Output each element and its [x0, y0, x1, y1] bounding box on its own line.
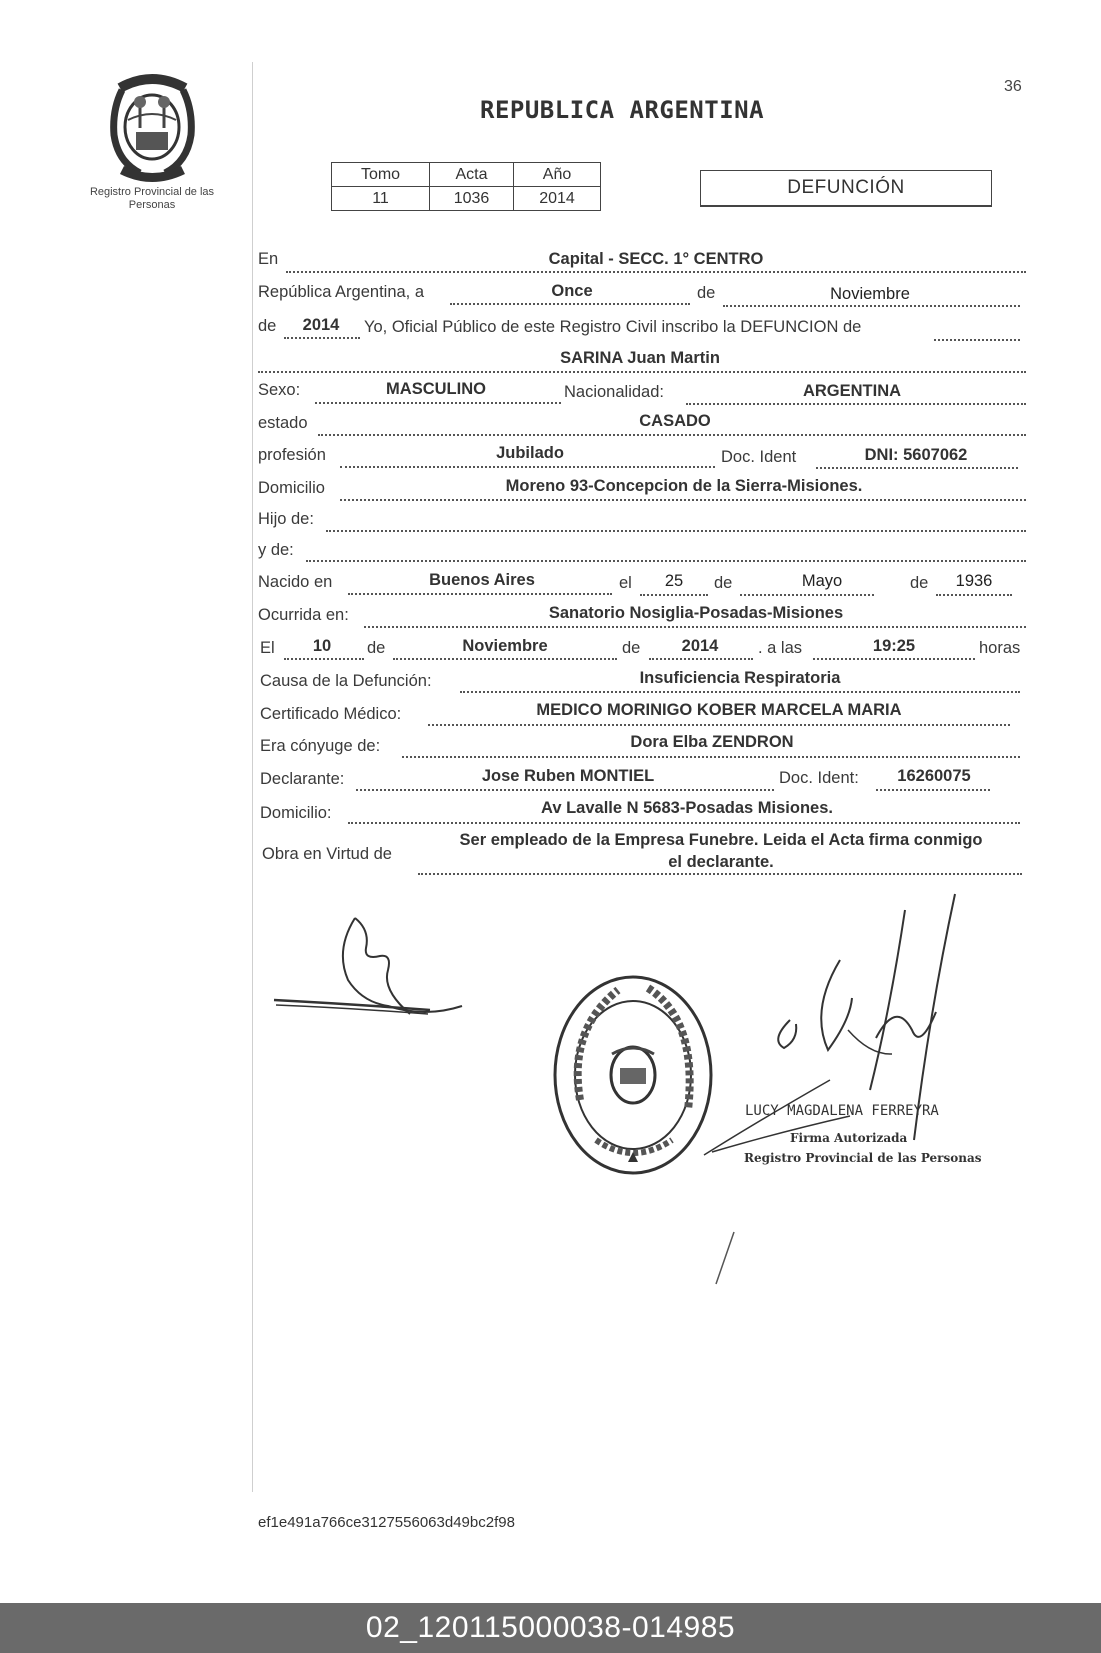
nacido-label: Nacido en	[258, 573, 333, 591]
dotted-line	[340, 499, 1026, 501]
el-label: el	[619, 574, 632, 592]
y-de-label: y de:	[258, 541, 294, 559]
dotted-line	[460, 691, 1020, 693]
dotted-line	[258, 371, 1026, 373]
doc-ident-label: Doc. Ident	[721, 448, 797, 466]
dotted-line	[934, 339, 1020, 341]
ano-header: Año	[514, 163, 601, 187]
pen-mark	[710, 1228, 740, 1288]
domicilio-label: Domicilio	[258, 479, 325, 497]
certificado-label: Certificado Médico:	[260, 705, 402, 723]
dotted-line	[813, 658, 975, 660]
dotted-line	[428, 724, 1010, 726]
causa-value: Insuficiencia Respiratoria	[639, 669, 841, 687]
birth-year: 1936	[955, 572, 993, 590]
dotted-line	[348, 593, 612, 595]
el-label: El	[260, 639, 275, 657]
document-hash: ef1e491a766ce3127556063d49bc2f98	[258, 1514, 515, 1531]
doc-ident-value: DNI: 5607062	[864, 446, 968, 464]
dotted-line	[640, 594, 708, 596]
dotted-line	[326, 530, 1026, 532]
dotted-line	[318, 434, 1026, 436]
document-type-box: DEFUNCIÓN	[700, 170, 992, 207]
dotted-line	[286, 271, 1026, 273]
dotted-line	[393, 658, 617, 660]
registry-label: Registro Provincial de las Personas	[89, 186, 215, 211]
dotted-line	[816, 467, 1018, 469]
ano-value: 2014	[514, 187, 601, 211]
dotted-line	[402, 756, 1020, 758]
signatory-name: LUCY MAGDALENA FERREYRA	[745, 1103, 939, 1119]
nacionalidad-label: Nacionalidad:	[564, 383, 664, 401]
declarant-signature	[270, 910, 470, 1030]
birth-month: Mayo	[801, 572, 843, 590]
year-value: 2014	[302, 316, 340, 334]
estado-value: CASADO	[639, 412, 711, 430]
obra-label: Obra en Virtud de	[262, 845, 392, 863]
ocurrida-value: Sanatorio Nosiglia-Posadas-Misiones	[548, 604, 844, 622]
dotted-line	[315, 402, 561, 404]
doc-ident-value: 16260075	[897, 767, 971, 785]
death-year: 2014	[681, 637, 719, 655]
margin-line	[252, 62, 253, 1492]
inscribo-text: Yo, Oficial Público de este Registro Civil inscribo la DEFUNCION de	[364, 318, 862, 336]
dotted-line	[356, 789, 774, 791]
declarante-domicilio-value: Av Lavalle N 5683-Posadas Misiones.	[541, 799, 833, 817]
domicilio-value: Moreno 93-Concepcion de la Sierra-Misiones.	[505, 477, 863, 495]
birth-place: Buenos Aires	[429, 571, 535, 589]
birth-day: 25	[664, 572, 684, 590]
de-label: de	[697, 284, 716, 302]
official-stamp	[548, 970, 718, 1180]
sexo-value: MASCULINO	[386, 380, 486, 398]
reference-table	[331, 162, 601, 211]
de-label: de	[714, 574, 733, 592]
declarante-label: Declarante:	[260, 770, 345, 788]
dotted-line	[284, 337, 360, 339]
sexo-label: Sexo:	[258, 381, 301, 399]
dotted-line	[340, 466, 715, 468]
profesion-label: profesión	[258, 446, 326, 464]
de-label: de	[622, 639, 641, 657]
de-label: de	[367, 639, 386, 657]
de-label: de	[258, 317, 277, 335]
dotted-line	[936, 594, 1012, 596]
dotted-line	[348, 822, 1020, 824]
deceased-name: SARINA Juan Martin	[560, 349, 720, 367]
en-label: En	[258, 250, 279, 268]
obra-value-line2: el declarante.	[668, 853, 774, 871]
conyuge-value: Dora Elba ZENDRON	[630, 733, 794, 751]
dotted-line	[450, 303, 690, 305]
republica-label: República Argentina, a	[258, 283, 425, 301]
doc-ident-label: Doc. Ident:	[779, 769, 859, 787]
page-number: 36	[1004, 78, 1022, 95]
signatory-org: Registro Provincial de las Personas	[744, 1151, 982, 1165]
conyuge-label: Era cónyuge de:	[260, 737, 381, 755]
document-title: REPUBLICA ARGENTINA	[480, 96, 765, 124]
de-label: de	[910, 574, 929, 592]
domicilio-label: Domicilio:	[260, 804, 332, 822]
a-las-label: . a las	[758, 639, 803, 657]
tomo-value: 11	[332, 187, 430, 211]
certificado-value: MEDICO MORINIGO KOBER MARCELA MARIA	[536, 701, 902, 719]
dotted-line	[284, 658, 364, 660]
tomo-header: Tomo	[332, 163, 430, 187]
dotted-line	[306, 560, 1026, 562]
dotted-line	[876, 789, 990, 791]
declarante-value: Jose Ruben MONTIEL	[481, 767, 655, 785]
official-signature	[700, 890, 980, 1190]
acta-header: Acta	[430, 163, 514, 187]
dotted-line	[649, 658, 753, 660]
horas-label: horas	[979, 639, 1021, 657]
ocurrida-label: Ocurrida en:	[258, 606, 349, 624]
estado-label: estado	[258, 414, 308, 432]
dotted-line	[364, 626, 1026, 628]
signatory-role: Firma Autorizada	[790, 1131, 908, 1145]
death-time: 19:25	[872, 637, 916, 655]
acta-value: 1036	[430, 187, 514, 211]
causa-label: Causa de la Defunción:	[260, 672, 432, 690]
month-text: Noviembre	[830, 285, 910, 303]
dotted-line	[418, 873, 1022, 875]
place-value: Capital - SECC. 1° CENTRO	[548, 250, 764, 268]
death-day: 10	[312, 637, 332, 655]
dotted-line	[686, 403, 1026, 405]
barcode-number: 02_120115000038-014985	[365, 1611, 736, 1644]
day-text: Once	[551, 282, 593, 300]
coat-of-arms-logo	[100, 70, 205, 185]
profesion-value: Jubilado	[496, 444, 564, 462]
dotted-line	[723, 305, 1020, 307]
obra-value-line1: Ser empleado de la Empresa Funebre. Leida el Acta firma conmigo	[459, 831, 983, 849]
death-month: Noviembre	[462, 637, 548, 655]
reference-value-row	[332, 187, 601, 211]
dotted-line	[740, 594, 874, 596]
hijo-label: Hijo de:	[258, 510, 314, 528]
nacionalidad-value: ARGENTINA	[802, 382, 902, 400]
reference-header-row	[332, 163, 601, 187]
